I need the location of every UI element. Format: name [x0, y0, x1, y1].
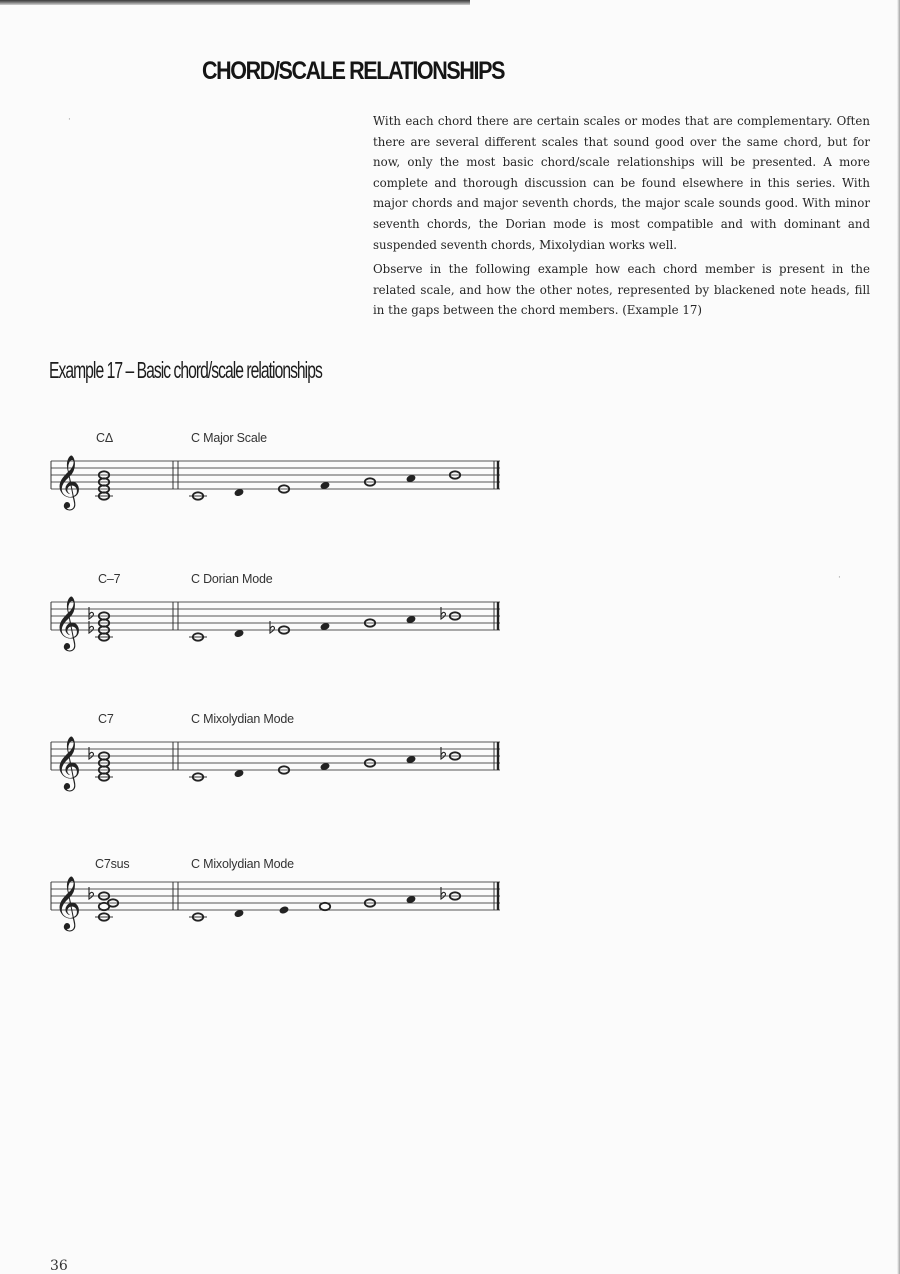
scale-name: C Mixolydian Mode — [191, 712, 294, 726]
page-number: 36 — [50, 1258, 68, 1274]
chord-symbol: C7sus — [95, 857, 130, 871]
music-staff — [45, 586, 515, 656]
scale-name: C Dorian Mode — [191, 572, 273, 586]
scale-name: C Major Scale — [191, 431, 267, 445]
chord-symbol: C–7 — [98, 572, 121, 586]
page-title: CHORD/SCALE RELATIONSHIPS — [202, 57, 505, 85]
chord-symbol: CΔ — [96, 431, 113, 445]
music-staff — [45, 866, 515, 936]
scale-name: C Mixolydian Mode — [191, 857, 294, 871]
treble-clef-icon: 𝄞 — [54, 454, 82, 508]
paragraph-1: With each chord there are certain scales or modes that are complementary. Often there are several different scales that sound good over the same chord, but for now, only the most basic chord/scale relationships will be presented. A more complete and thorough discussion can be found elsewhere in this series. With major chords and major seventh chords, the major scale sounds good. With minor seventh chords, the Dorian mode is most compatible and with dominant and suspended seventh chords, Mixolydian works well. — [373, 114, 870, 252]
scan-speck: · — [838, 573, 841, 583]
treble-clef-icon: 𝄞 — [54, 875, 82, 929]
paragraph-2: Observe in the following example how each chord member is present in the related scale, and how the other notes, represented by blackened note heads, fill in the gaps between the chord members. (Example 17) — [373, 262, 870, 318]
chord-symbol: C7 — [98, 712, 114, 726]
example-title: Example 17 – Basic chord/scale relationships — [49, 357, 322, 383]
music-staff — [45, 445, 515, 515]
body-text — [373, 111, 870, 325]
filled-note — [278, 905, 289, 915]
music-staff — [45, 726, 515, 796]
top-rule — [0, 0, 470, 5]
scan-speck: · — [68, 115, 71, 125]
whole-note — [320, 903, 330, 910]
treble-clef-icon: 𝄞 — [54, 735, 82, 789]
treble-clef-icon: 𝄞 — [54, 595, 82, 649]
